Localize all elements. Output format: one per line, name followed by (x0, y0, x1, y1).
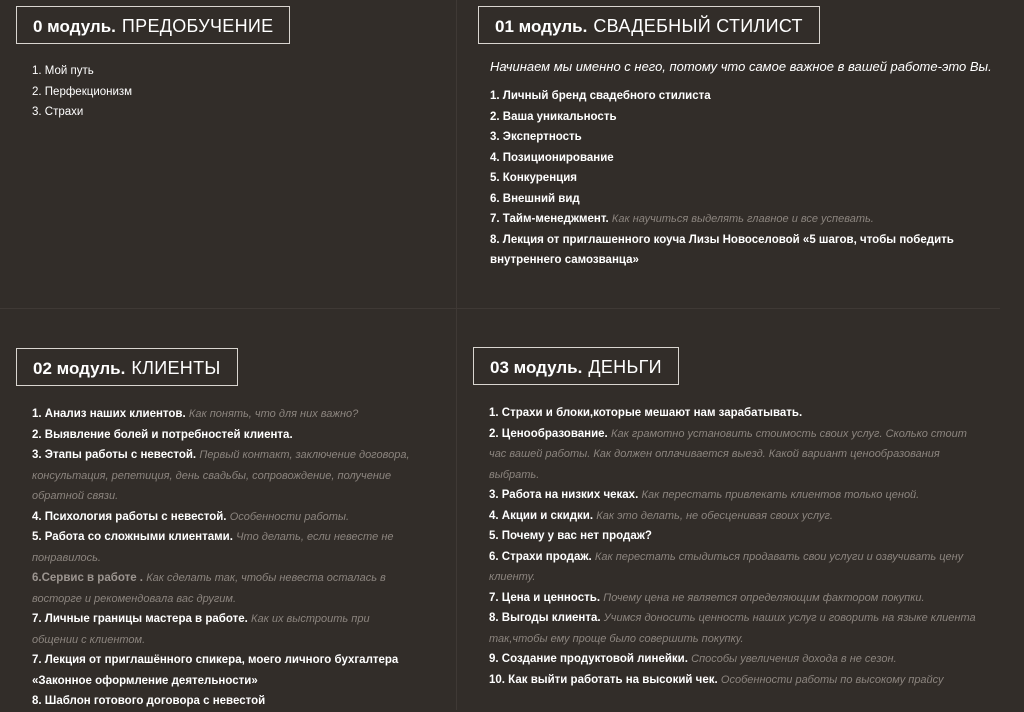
list-item: 4. Психология работы с невестой. Особенности работы. (32, 510, 350, 523)
module-name: ПРЕДОБУЧЕНИЕ (121, 16, 274, 36)
item-note: Почему цена не является определяющим фактором покупки. (603, 591, 925, 604)
lesson-list (32, 404, 412, 712)
item-note: Что делать, если невесте не понравилось. (32, 531, 394, 564)
list-item: 1. Личный бренд свадебного стилиста (490, 90, 711, 102)
item-note: Как грамотно установить стоимость своих услуг. Сколько стоит час вашей работы. Как должен оплачивается выезд. Какой вариант ценообразования выбрать. (489, 427, 967, 481)
list-item: 3. Страхи (32, 106, 84, 118)
list-item: 7. Личные границы мастера в работе. Как их выстроить при общении с клиентом. (32, 613, 370, 646)
list-item: 1. Страхи и блоки,которые мешают нам зарабатывать. (489, 407, 803, 419)
module-2 (16, 348, 412, 712)
list-item: 8. Шаблон готового договора с невестой (32, 695, 266, 707)
module-title (16, 6, 290, 44)
item-note: Первый контакт, заключение договора, консультация, репетиция, день свадьбы, сопровождение, получение обратной связи. (32, 449, 410, 502)
lesson-list (32, 61, 290, 123)
module-title (473, 347, 679, 385)
item-note: Особенности работы по высокому прайсу (720, 673, 944, 686)
list-item: 3. Работа на низких чеках. Как перестать привлекать клиентов только ценой. (489, 489, 920, 501)
list-item: 9. Создание продуктовой линейки. Способы увеличения дохода в не сезон. (489, 653, 897, 665)
item-note: Как понять, что для них важно? (188, 408, 359, 420)
item-note: Как сделать так, чтобы невеста осталась в восторге и рекомендовала вас другим. (32, 572, 386, 605)
module-name: КЛИЕНТЫ (131, 358, 221, 378)
item-note: Как это делать, не обесценивая своих услуг. (596, 509, 833, 522)
module-0 (16, 6, 290, 123)
module-title (16, 348, 238, 386)
list-item: 6.Сервис в работе . Как сделать так, чтобы невеста осталась в восторге и рекомендовала вас другим. (32, 572, 386, 605)
list-item: 3. Экспертность (490, 131, 582, 143)
row-divider (0, 308, 1000, 309)
list-item: 5. Работа со сложными клиентами. Что делать, если невесте не понравилось. (32, 531, 394, 564)
column-divider (456, 0, 457, 710)
item-note: Как перестать привлекать клиентов только ценой. (641, 489, 920, 501)
list-item: 7. Тайм-менеджмент. Как научиться выделять главное и все успевать. (490, 213, 874, 225)
item-note: Как перестать стыдиться продавать свои услуги и озвучивать цену клиенту. (489, 550, 964, 583)
list-item: 1. Мой путь (32, 65, 94, 77)
module-number: 0 модуль. (33, 17, 116, 36)
module-number: 03 модуль. (490, 358, 583, 377)
list-item: 2. Перфекционизм (32, 85, 133, 98)
module-number: 02 модуль. (33, 359, 126, 378)
module-name: СВАДЕБНЫЙ СТИЛИСТ (593, 16, 803, 36)
list-item: 8. Выгоды клиента. Учимся доносить ценность наших услуг и говорить на языке клиента так,чтобы ему проще было совершить покупку. (489, 612, 976, 645)
item-note: Способы увеличения дохода в не сезон. (691, 653, 897, 665)
list-item: 5. Почему у вас нет продаж? (489, 530, 652, 542)
module-number: 01 модуль. (495, 17, 588, 36)
list-item: 4. Акции и скидки. Как это делать, не обесценивая своих услуг. (489, 509, 833, 522)
list-item: 6. Страхи продаж. Как перестать стыдиться продавать свои услуги и озвучивать цену клиенту. (489, 550, 964, 583)
list-item: 10. Как выйти работать на высокий чек. Особенности работы по высокому прайсу (489, 673, 944, 686)
list-item: 2. Выявление болей и потребностей клиента. (32, 428, 293, 441)
list-item: 4. Позиционирование (490, 151, 614, 164)
list-item: 3. Этапы работы с невестой. Первый контакт, заключение договора, консультация, репетиция, день свадьбы, сопровождение, получение обратной связи. (32, 449, 410, 502)
module-intro: Начинаем мы именно с него, потому что самое важное в вашей работе-это Вы. (490, 59, 992, 74)
item-note: Учимся доносить ценность наших услуг и говорить на языке клиента так,чтобы ему проще было совершить покупку. (489, 612, 976, 645)
list-item: 2. Ценообразование. Как грамотно установить стоимость своих услуг. Сколько стоит час вашей работы. Как должен оплачивается выезд. Какой вариант ценообразования выбрать. (489, 427, 967, 481)
lesson-list (489, 403, 979, 690)
list-item: 2. Ваша уникальность (490, 110, 617, 123)
list-item: 1. Анализ наших клиентов. Как понять, что для них важно? (32, 408, 359, 420)
module-title (478, 6, 820, 44)
list-item: 5. Конкуренция (490, 172, 577, 184)
list-item: 6. Внешний вид (490, 192, 580, 205)
item-note: Как научиться выделять главное и все успевать. (611, 213, 874, 225)
module-name: ДЕНЬГИ (588, 357, 662, 377)
lesson-list (490, 86, 990, 271)
module-1 (478, 6, 992, 271)
module-3 (473, 347, 979, 690)
list-item: 7. Цена и ценность. Почему цена не является определяющим фактором покупки. (489, 591, 925, 604)
list-item: 7. Лекция от приглашённого спикера, моего личного бухгалтера «Законное оформление деятельности» (32, 654, 399, 687)
item-note: Как их выстроить при общении с клиентом. (32, 613, 370, 646)
list-item: 8. Лекция от приглашенного коуча Лизы Новоселовой «5 шагов, чтобы победить внутреннего самозванца» (490, 233, 954, 266)
item-note: Особенности работы. (229, 510, 350, 523)
